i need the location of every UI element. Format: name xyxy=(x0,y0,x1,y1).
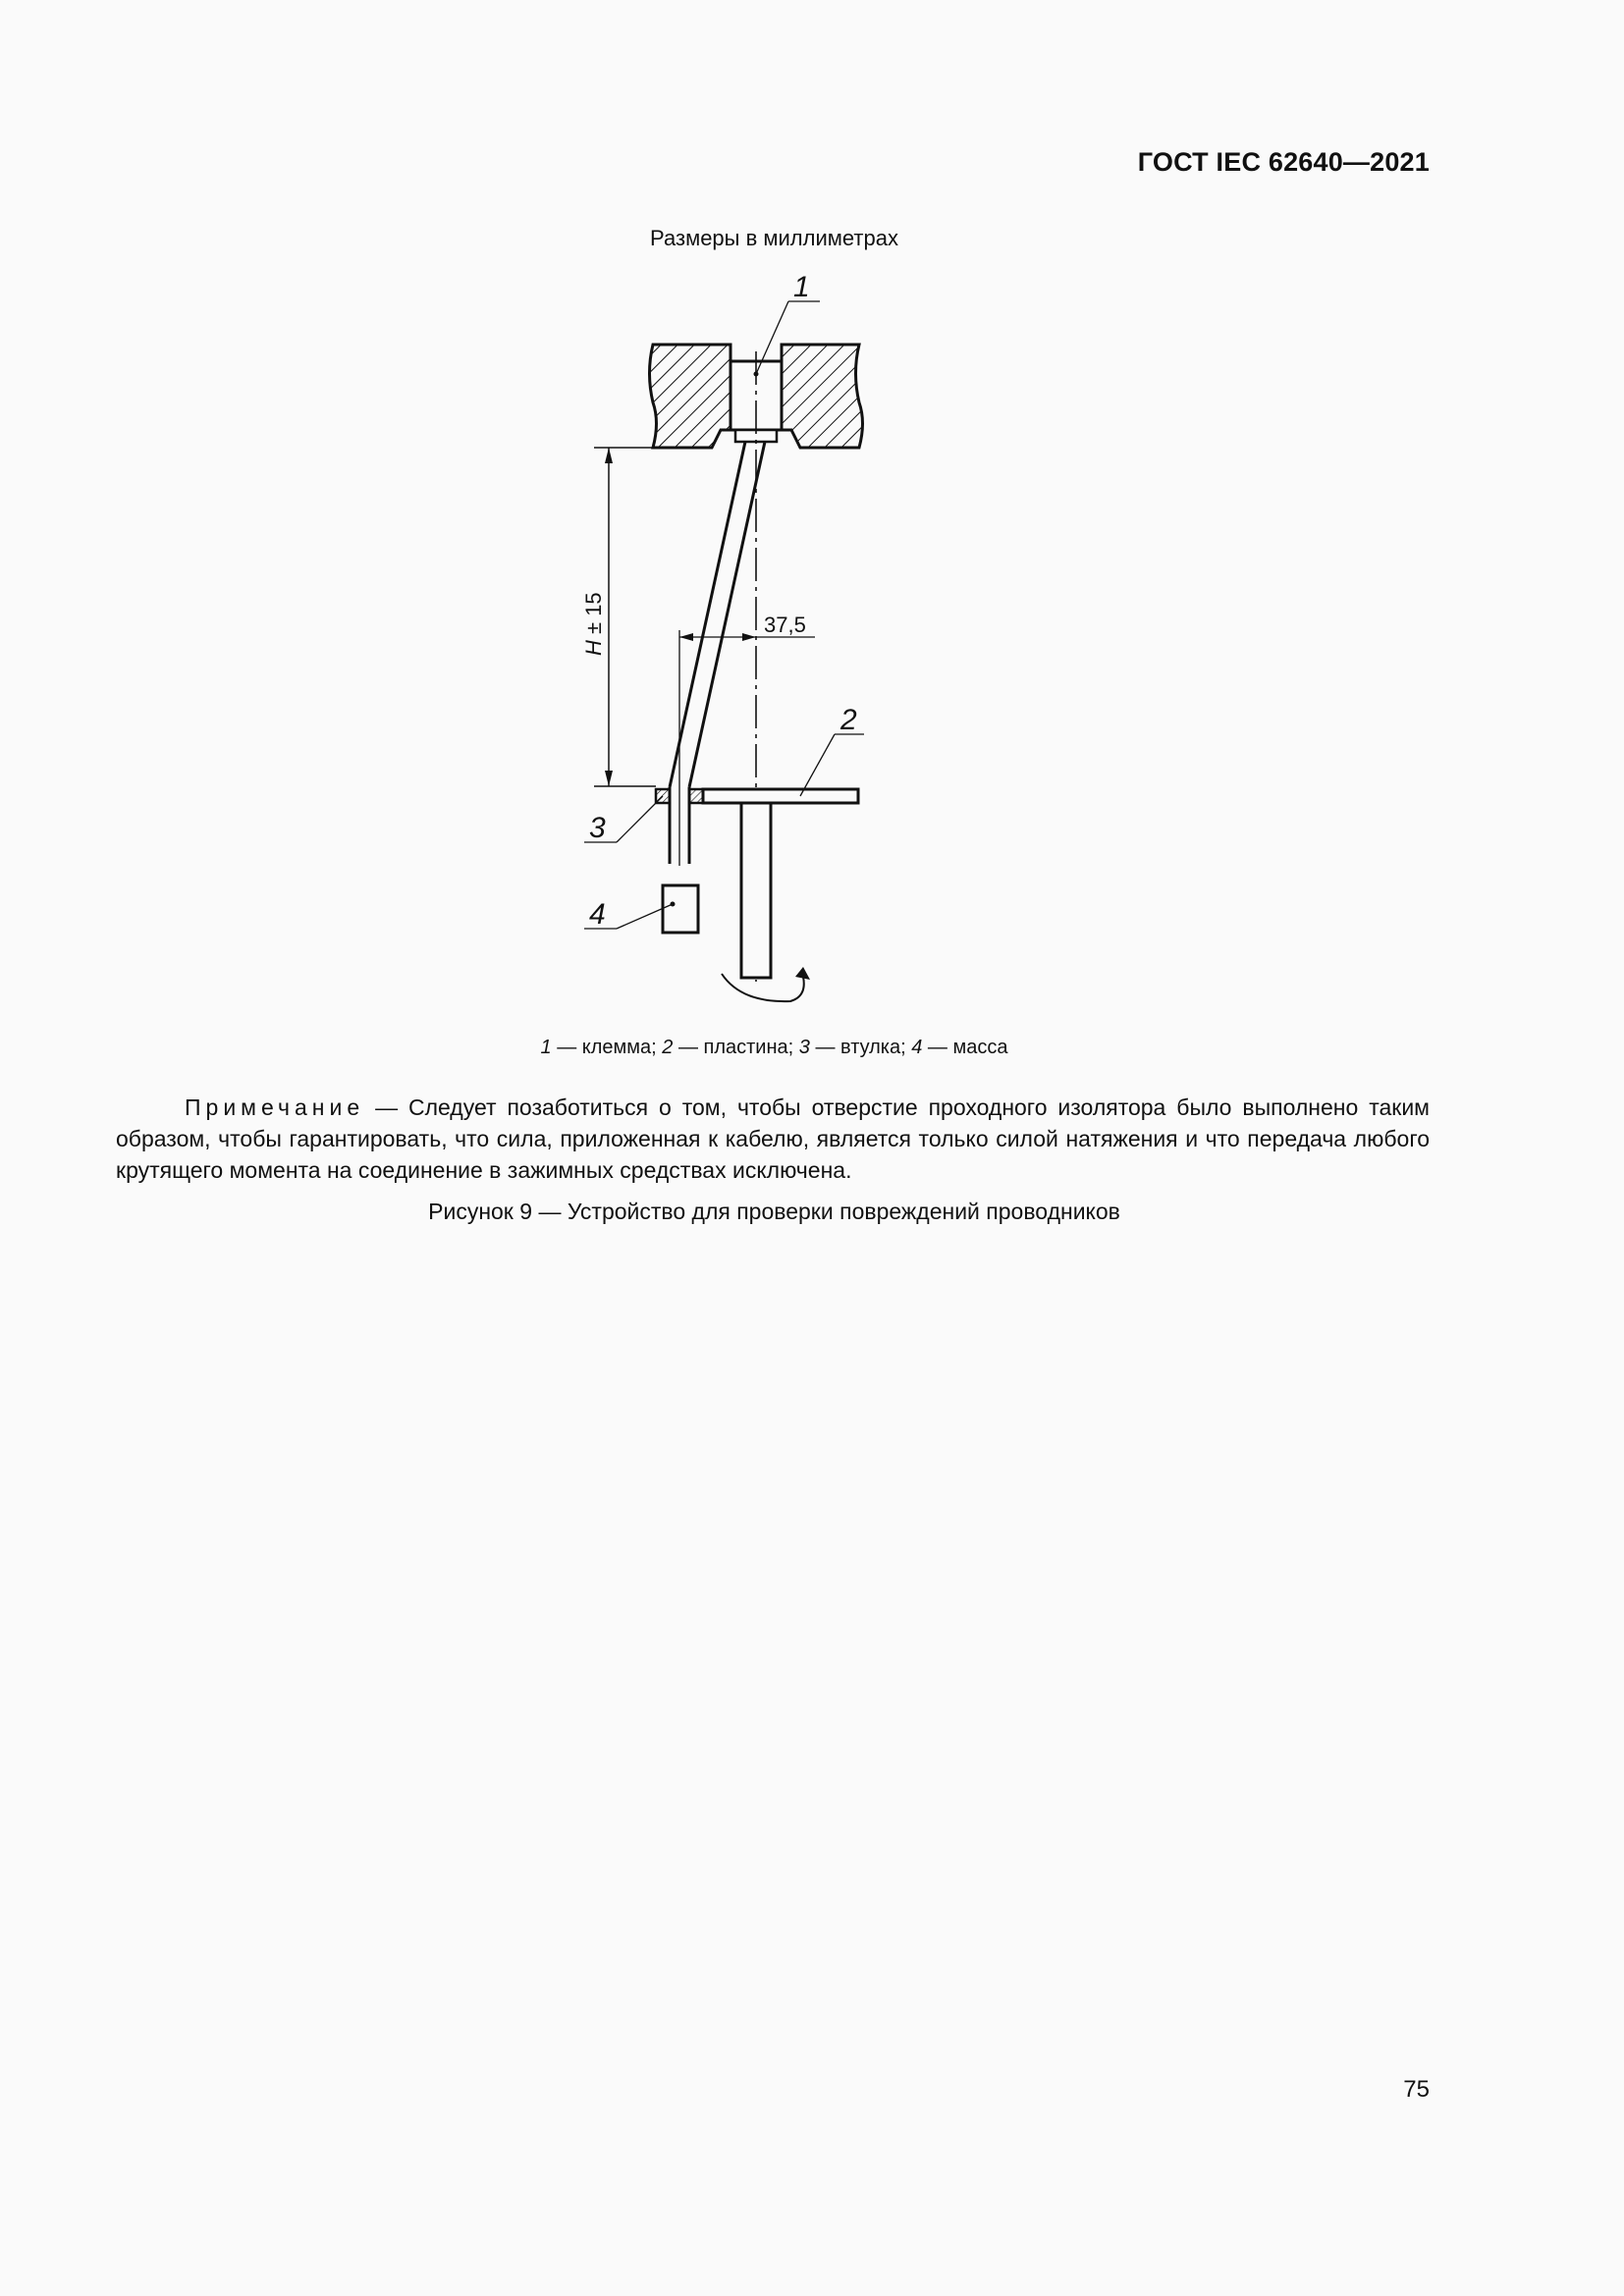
svg-text:37,5: 37,5 xyxy=(764,613,806,637)
plate xyxy=(703,789,858,978)
callout-3: 3 xyxy=(589,812,606,844)
figure-legend xyxy=(0,1037,1548,1059)
test-apparatus-drawing xyxy=(550,255,903,1011)
note-body: — Следует позаботиться о том, чтобы отверстие проходного изолятора было выполнено таким образом, чтобы гарантировать, что сила, приложенная к кабелю, является только силой натяжения и что передача любого крутящего момента на соединение в зажимных средствах исключена. xyxy=(116,1095,1430,1183)
callout-1: 1 xyxy=(793,271,810,303)
dimensions-note: Размеры в миллиметрах xyxy=(650,226,898,250)
legend-item: 1 — клемма; xyxy=(540,1037,663,1058)
svg-text:H ± 15: H ± 15 xyxy=(581,592,606,656)
figure-caption: Рисунок 9 — Устройство для проверки повреждений проводников xyxy=(428,1199,1120,1224)
note-paragraph xyxy=(116,1092,1430,1186)
standard-header: ГОСТ IEC 62640—2021 xyxy=(1137,147,1430,177)
legend-item: 2 — пластина; xyxy=(662,1037,799,1058)
callout-4: 4 xyxy=(589,898,606,931)
page-number: 75 xyxy=(1403,2076,1430,2103)
dimension-h xyxy=(581,448,656,786)
note-lead: Примечание xyxy=(185,1095,365,1120)
mass xyxy=(663,885,698,933)
legend-item: 4 — масса xyxy=(911,1037,1008,1058)
legend-item: 3 — втулка; xyxy=(798,1037,912,1058)
callout-2: 2 xyxy=(840,704,857,736)
